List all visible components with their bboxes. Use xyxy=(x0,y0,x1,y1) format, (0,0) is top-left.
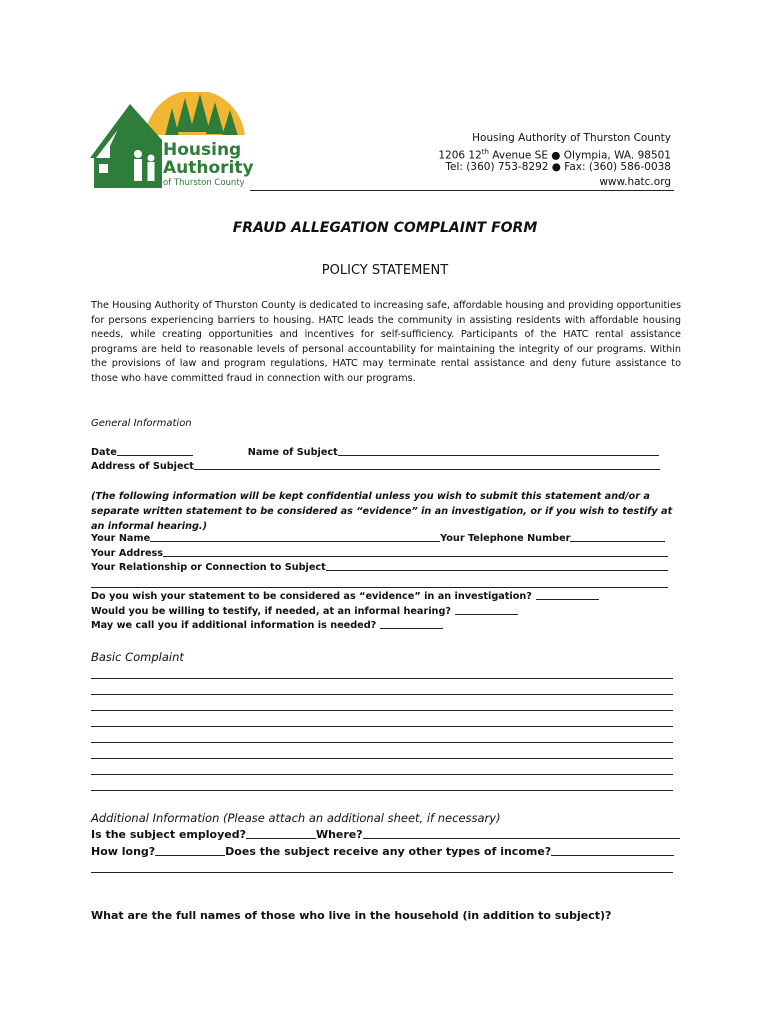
header-divider xyxy=(250,190,674,191)
income-field-line-2[interactable] xyxy=(91,872,673,873)
subject-address-row xyxy=(91,461,660,472)
additional-info-heading: Additional Information (Please attach an additional sheet, if necessary) xyxy=(91,811,501,825)
date-field[interactable] xyxy=(117,454,193,456)
complaint-line[interactable] xyxy=(91,726,673,727)
subject-name-field[interactable] xyxy=(338,454,659,456)
complaint-line[interactable] xyxy=(91,694,673,695)
evidence-question: Do you wish your statement to be considered as “evidence” in an investigation? xyxy=(91,591,532,602)
relationship-row xyxy=(91,562,668,573)
logo-text-authority: Authority xyxy=(163,158,254,178)
complaint-line[interactable] xyxy=(91,790,673,791)
relationship-field-line-2[interactable] xyxy=(91,587,668,588)
relationship-label: Your Relationship or Connection to Subject xyxy=(91,562,326,573)
logo-text-county: of Thurston County xyxy=(163,178,245,188)
form-title: FRAUD ALLEGATION COMPLAINT FORM xyxy=(232,220,538,236)
where-field[interactable] xyxy=(363,837,680,839)
policy-heading: POLICY STATEMENT xyxy=(321,263,449,278)
evidence-question-row xyxy=(91,591,599,602)
your-name-label: Your Name xyxy=(91,533,151,544)
subject-address-field[interactable] xyxy=(194,468,660,470)
your-phone-field[interactable] xyxy=(570,540,665,542)
complaint-line[interactable] xyxy=(91,758,673,759)
subject-name-label: Name of Subject xyxy=(247,447,338,458)
call-answer-field[interactable] xyxy=(380,627,443,629)
employed-field[interactable] xyxy=(246,837,316,839)
policy-statement: The Housing Authority of Thurston County is dedicated to increasing safe, affordable housing and providing opportunities for persons experiencing barriers to housing. HATC leads the community in assisting residents with affordable housing needs, while creating opportunities and incentives for self-sufficiency. Participants of the HATC rental assistance programs are held to reasonable levels of personal accountability for maintaining the integrity of our programs. Within the provisions of law and program regulations, HATC may terminate rental assistance and deny future assistance to those who have committed fraud in connection with our programs. xyxy=(91,300,681,384)
complaint-line[interactable] xyxy=(91,742,673,743)
your-phone-label: Your Telephone Number xyxy=(440,533,571,544)
date-label: Date xyxy=(91,447,117,458)
your-address-row xyxy=(91,548,668,559)
testify-question-row xyxy=(91,606,518,617)
where-label: Where? xyxy=(315,828,363,841)
date-name-row xyxy=(91,447,659,458)
call-question: May we call you if additional information is needed? xyxy=(91,620,377,631)
household-question: What are the full names of those who live in the household (in addition to subject)? xyxy=(91,909,612,922)
testify-answer-field[interactable] xyxy=(455,613,518,615)
your-name-row xyxy=(91,533,665,544)
your-name-field[interactable] xyxy=(150,540,440,542)
complaint-line[interactable] xyxy=(91,774,673,775)
subject-address-label: Address of Subject xyxy=(91,461,194,472)
relationship-field[interactable] xyxy=(326,569,668,571)
how-long-field[interactable] xyxy=(155,854,225,856)
org-name: Housing Authority of Thurston County xyxy=(472,132,671,144)
how-long-label: How long? xyxy=(91,845,156,858)
income-field[interactable] xyxy=(551,854,674,856)
evidence-answer-field[interactable] xyxy=(536,598,599,600)
your-address-field[interactable] xyxy=(163,555,668,557)
income-label: Does the subject receive any other types of income? xyxy=(225,845,552,858)
complaint-line[interactable] xyxy=(91,710,673,711)
basic-complaint-heading: Basic Complaint xyxy=(91,650,184,664)
employed-label: Is the subject employed? xyxy=(91,828,246,841)
org-website[interactable]: www.hatc.org xyxy=(599,176,671,188)
org-street: 1206 12th Avenue SE ● Olympia, WA. 98501 xyxy=(438,148,671,162)
call-question-row xyxy=(91,620,443,631)
complaint-line[interactable] xyxy=(91,678,673,679)
confidential-note: (The following information will be kept confidential unless you wish to submit this statement and/or a separate written statement to be considered as “evidence” in an investigation, or if you wish to testify at an informal hearing.) xyxy=(91,491,673,532)
income-row xyxy=(91,845,674,858)
org-phone-fax: Tel: (360) 753-8292 ● Fax: (360) 586-0038 xyxy=(445,161,671,173)
general-info-heading: General Information xyxy=(91,418,192,429)
your-address-label: Your Address xyxy=(91,548,164,559)
testify-question: Would you be willing to testify, if needed, at an informal hearing? xyxy=(91,606,452,617)
employment-row xyxy=(91,828,680,841)
logo-text-housing: Housing xyxy=(163,140,242,160)
